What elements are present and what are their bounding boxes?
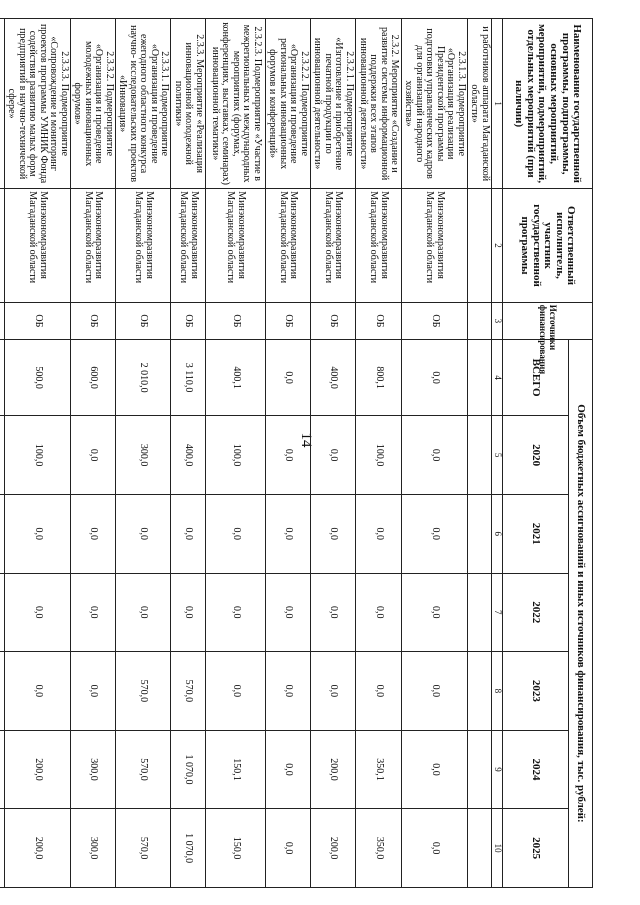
row-year-value: 0,0 xyxy=(71,652,116,731)
table-row xyxy=(171,19,206,888)
row-year-value xyxy=(0,416,5,495)
header-year: 2021 xyxy=(503,494,569,573)
row-year-value: 0,0 xyxy=(5,652,71,731)
row-year-value: 0,0 xyxy=(5,494,71,573)
column-number: 2 xyxy=(492,189,503,303)
header-executor: Ответственный исполнитель, участник государственной программы xyxy=(503,189,593,303)
row-total: 3 110,0 xyxy=(171,339,206,415)
header-year: 2022 xyxy=(503,573,569,652)
table-row xyxy=(266,19,311,888)
row-name: 2.3.3.1. Подмероприятие «Организация и проведение ежегодного областного конкурса научно- исследовательских проектов «Инновация» xyxy=(116,19,172,189)
row-year-value xyxy=(0,573,5,652)
header-program: Наименование государственной программы, подпрограммы, основных мероприятий, мероприятий, подмероприятий, отдельных мероприятий (при наличии) xyxy=(503,19,593,189)
row-source: ОБ xyxy=(206,302,266,339)
row-source: ОБ xyxy=(266,302,311,339)
row-year-value: 0,0 xyxy=(266,573,311,652)
row-name xyxy=(0,19,5,189)
row-year-value: 0,0 xyxy=(171,494,206,573)
continuation-text: и работников аппарата Магаданской области» xyxy=(468,19,492,189)
row-year-value: 0,0 xyxy=(206,573,266,652)
table-row xyxy=(311,19,356,888)
row-year-value: 1 070,0 xyxy=(171,809,206,888)
row-year-value: 570,0 xyxy=(171,652,206,731)
row-year-value: 0,0 xyxy=(266,809,311,888)
row-year-value: 0,0 xyxy=(71,573,116,652)
row-executor: Минэкономразвития Магаданской области xyxy=(266,189,311,303)
page-number: 14 xyxy=(298,432,314,448)
row-name: 2.3.2.1. Подмероприятие «Изготовление и приобретение печатной продукции по инновационной деятельности» xyxy=(311,19,356,189)
row-year-value xyxy=(0,494,5,573)
column-number: 1 xyxy=(492,19,503,189)
table-row xyxy=(356,19,402,888)
row-year-value xyxy=(0,730,5,809)
row-name: 2.3.2.2. Подмероприятие «Организация и проведение региональных инновационных форумов и конференций» xyxy=(266,19,311,189)
table-row xyxy=(71,19,116,888)
column-number: 10 xyxy=(492,809,503,888)
row-year-value xyxy=(0,652,5,731)
row-source: ОБ xyxy=(311,302,356,339)
table-row xyxy=(0,19,5,888)
row-executor: Минэкономразвития Магаданской области xyxy=(311,189,356,303)
header-year: 2023 xyxy=(503,652,569,731)
column-number-row xyxy=(492,19,503,888)
row-year-value: 0,0 xyxy=(266,652,311,731)
row-year-value: 0,0 xyxy=(402,730,468,809)
column-number: 7 xyxy=(492,573,503,652)
column-number: 5 xyxy=(492,416,503,495)
table-row xyxy=(5,19,71,888)
row-source: ОБ xyxy=(71,302,116,339)
row-name: 2.3.3.3. Подмероприятие «Сопровождение и мониторинг проектов программы УМНИК Фонда содействия развитию малых форм предприятий в научно-технической сфере» xyxy=(5,19,71,189)
header-year: 2024 xyxy=(503,730,569,809)
row-year-value: 100,0 xyxy=(356,416,402,495)
row-year-value: 1 070,0 xyxy=(171,730,206,809)
row-year-value: 0,0 xyxy=(206,652,266,731)
row-year-value: 0,0 xyxy=(356,652,402,731)
row-name: 2.3.1.3. Подмероприятие «Организация реализации Президентской программы подготовки управленческих кадров для организаций народного хозяйства» xyxy=(402,19,468,189)
row-year-value: 0,0 xyxy=(402,652,468,731)
table-row xyxy=(402,19,468,888)
row-total xyxy=(0,339,5,415)
row-executor: Минэкономразвития Магаданской области xyxy=(5,189,71,303)
row-year-value: 300,0 xyxy=(71,809,116,888)
row-year-value: 0,0 xyxy=(71,494,116,573)
row-year-value: 200,0 xyxy=(311,730,356,809)
column-number: 4 xyxy=(492,339,503,415)
row-source: ОБ xyxy=(5,302,71,339)
row-total: 600,0 xyxy=(71,339,116,415)
row-year-value: 0,0 xyxy=(311,494,356,573)
row-executor: Минэкономразвития Магаданской области xyxy=(356,189,402,303)
row-year-value: 0,0 xyxy=(402,809,468,888)
row-source xyxy=(0,302,5,339)
row-year-value: 200,0 xyxy=(311,809,356,888)
row-total: 400,0 xyxy=(311,339,356,415)
row-year-value: 570,0 xyxy=(116,809,172,888)
row-total: 800,1 xyxy=(356,339,402,415)
row-year-value: 0,0 xyxy=(71,416,116,495)
row-total: 0,0 xyxy=(402,339,468,415)
row-year-value: 0,0 xyxy=(266,730,311,809)
continuation-row xyxy=(468,19,492,888)
row-year-value: 350,0 xyxy=(356,809,402,888)
row-year-value: 0,0 xyxy=(311,652,356,731)
row-total: 2 010,0 xyxy=(116,339,172,415)
row-executor: Минэкономразвития Магаданской области xyxy=(171,189,206,303)
row-year-value: 300,0 xyxy=(71,730,116,809)
row-executor: Минэкономразвития Магаданской области xyxy=(206,189,266,303)
row-year-value: 0,0 xyxy=(356,494,402,573)
table-row xyxy=(116,19,172,888)
row-year-value: 0,0 xyxy=(311,416,356,495)
row-year-value: 100,0 xyxy=(5,416,71,495)
row-executor xyxy=(0,189,5,303)
row-year-value: 150,1 xyxy=(206,730,266,809)
table-row xyxy=(206,19,266,888)
row-year-value: 200,0 xyxy=(5,809,71,888)
row-year-value: 0,0 xyxy=(311,573,356,652)
row-year-value: 0,0 xyxy=(402,494,468,573)
row-year-value: 0,0 xyxy=(266,416,311,495)
row-year-value: 0,0 xyxy=(402,573,468,652)
row-year-value: 570,0 xyxy=(116,652,172,731)
column-number: 9 xyxy=(492,730,503,809)
funding-table xyxy=(0,18,593,888)
column-number: 6 xyxy=(492,494,503,573)
column-number: 8 xyxy=(492,652,503,731)
row-year-value: 100,0 xyxy=(206,416,266,495)
row-year-value: 0,0 xyxy=(356,573,402,652)
row-total: 500,0 xyxy=(5,339,71,415)
header-year: 2020 xyxy=(503,416,569,495)
row-name: 2.3.2. Мероприятие «Создание и развитие системы информационной поддержки всех этапов инновационной деятельности» xyxy=(356,19,402,189)
row-year-value: 0,0 xyxy=(5,573,71,652)
row-source: ОБ xyxy=(116,302,172,339)
row-name: 2.3.3.2. Подмероприятие «Организация и проведение молодежных инновационных форумов» xyxy=(71,19,116,189)
row-total: 400,1 xyxy=(206,339,266,415)
row-year-value: 350,1 xyxy=(356,730,402,809)
row-year-value xyxy=(0,809,5,888)
row-year-value: 570,0 xyxy=(116,730,172,809)
column-number: 3 xyxy=(492,302,503,339)
row-year-value: 200,0 xyxy=(5,730,71,809)
row-name: 2.3.3. Мероприятие «Реализация инновационной молодежной политики» xyxy=(171,19,206,189)
row-executor: Минэкономразвития Магаданской области xyxy=(71,189,116,303)
header-total: ВСЕГО xyxy=(503,339,569,415)
row-source: ОБ xyxy=(356,302,402,339)
row-year-value: 0,0 xyxy=(116,494,172,573)
row-year-value: 150,0 xyxy=(206,809,266,888)
row-year-value: 300,0 xyxy=(116,416,172,495)
row-name: 2.3.2.3. Подмероприятие «Участие в межрегиональных и международных мероприятиях (форумах, конференциях, выставках, семинарах) инновационной тематики» xyxy=(206,19,266,189)
header-funding-group: Объем бюджетных ассигнований и иных источников финансирования, тыс. рублей: xyxy=(569,339,593,887)
row-source: ОБ xyxy=(171,302,206,339)
row-year-value: 0,0 xyxy=(206,494,266,573)
row-year-value: 0,0 xyxy=(266,494,311,573)
row-year-value: 0,0 xyxy=(402,416,468,495)
funding-table-rotated xyxy=(6,18,593,888)
row-source: ОБ xyxy=(402,302,468,339)
row-year-value: 0,0 xyxy=(171,573,206,652)
row-year-value: 0,0 xyxy=(116,573,172,652)
row-total: 0,0 xyxy=(266,339,311,415)
row-year-value: 400,0 xyxy=(171,416,206,495)
row-executor: Минэкономразвития Магаданской области xyxy=(116,189,172,303)
header-source: Источники финансирования xyxy=(503,302,593,339)
row-executor: Минэкономразвития Магаданской области xyxy=(402,189,468,303)
header-year: 2025 xyxy=(503,809,569,888)
